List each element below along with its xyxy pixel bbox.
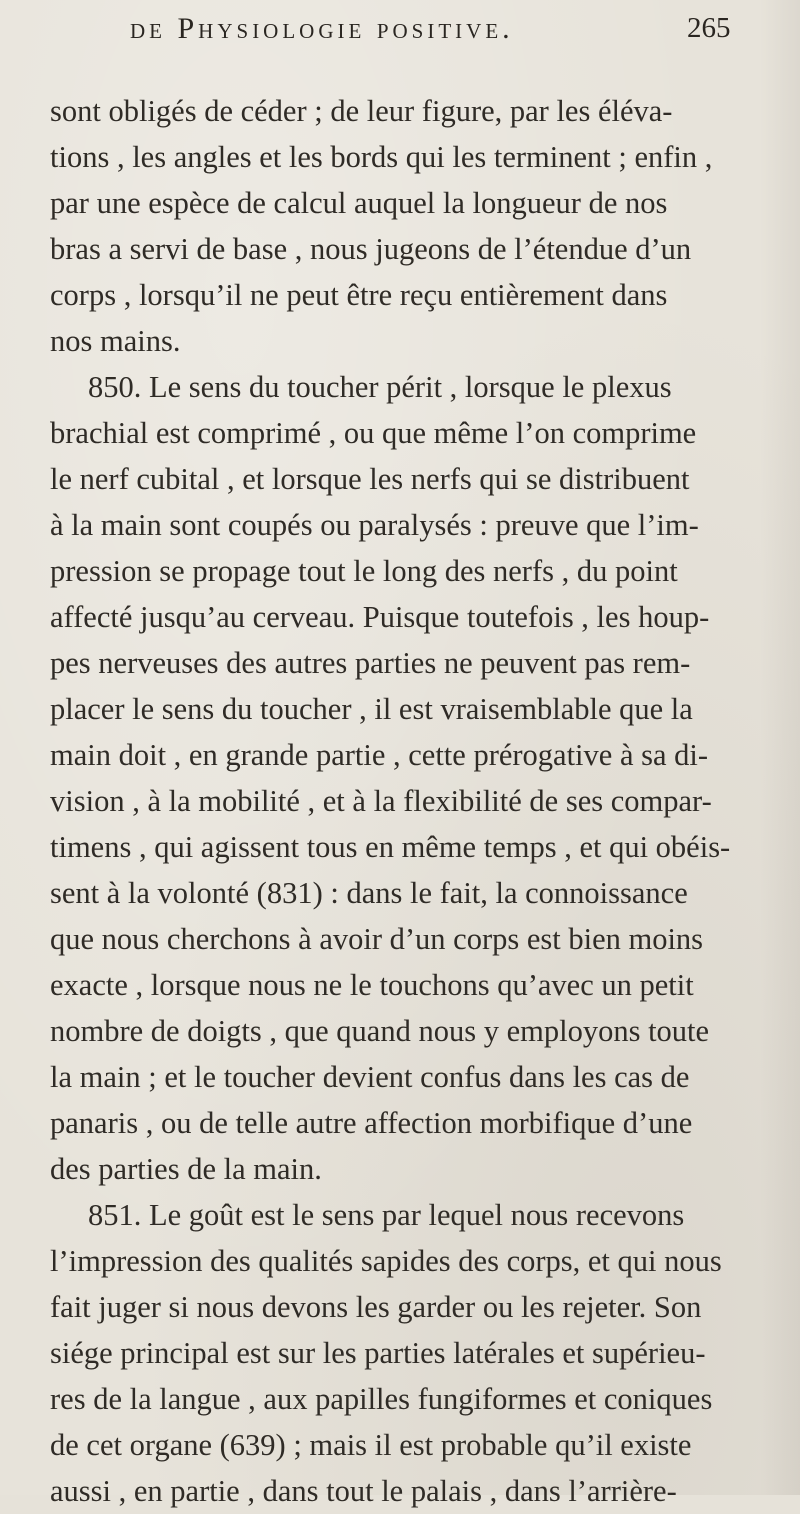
page-number: 265 bbox=[687, 12, 731, 44]
text-line: de cet organe (639) ; mais il est probable qu’il existe bbox=[50, 1428, 692, 1462]
text-line: panaris , ou de telle autre affection morbifique d’une bbox=[50, 1106, 693, 1140]
text-line: bras a servi de base , nous jugeons de l’étendue d’un bbox=[50, 232, 692, 266]
text-line: placer le sens du toucher , il est vraisemblable que la bbox=[50, 692, 693, 726]
text-line: corps , lorsqu’il ne peut être reçu entièrement dans bbox=[50, 278, 668, 312]
text-line: main doit , en grande partie , cette prérogative à sa di- bbox=[50, 738, 709, 772]
running-head-title: de Physiologie positive. bbox=[130, 12, 514, 45]
text-line: l’impression des qualités sapides des corps, et qui nous bbox=[50, 1244, 722, 1278]
text-line: que nous cherchons à avoir d’un corps est bien moins bbox=[50, 922, 704, 956]
text-line: res de la langue , aux papilles fungiformes et coniques bbox=[50, 1382, 713, 1416]
text-line: sent à la volonté (831) : dans le fait, la connoissance bbox=[50, 876, 688, 910]
text-line: aussi , en partie , dans tout le palais , dans l’arrière- bbox=[50, 1474, 677, 1508]
paragraph-850-start: 850. Le sens du toucher périt , lorsque le plexus bbox=[88, 370, 672, 404]
text-line: tions , les angles et les bords qui les terminent ; enfin , bbox=[50, 140, 713, 174]
text-line: sont obligés de céder ; de leur figure, par les éléva- bbox=[50, 94, 673, 128]
text-line: à la main sont coupés ou paralysés : preuve que l’im- bbox=[50, 508, 699, 542]
text-line: timens , qui agissent tous en même temps , et qui obéis- bbox=[50, 830, 731, 864]
text-line: la main ; et le toucher devient confus dans les cas de bbox=[50, 1060, 690, 1094]
text-line: brachial est comprimé , ou que même l’on comprime bbox=[50, 416, 697, 450]
text-line: le nerf cubital , et lorsque les nerfs qui se distribuent bbox=[50, 462, 690, 496]
text-line: nos mains. bbox=[50, 324, 181, 358]
text-line: affecté jusqu’au cerveau. Puisque toutefois , les houp- bbox=[50, 600, 710, 634]
text-line: fait juger si nous devons les garder ou les rejeter. Son bbox=[50, 1290, 702, 1324]
text-line: pes nerveuses des autres parties ne peuvent pas rem- bbox=[50, 646, 691, 680]
page-edge-shadow bbox=[760, 0, 800, 1495]
text-line: par une espèce de calcul auquel la longueur de nos bbox=[50, 186, 668, 220]
text-line: nombre de doigts , que quand nous y employons toute bbox=[50, 1014, 710, 1048]
text-line: siége principal est sur les parties latérales et supérieu- bbox=[50, 1336, 706, 1370]
paragraph-851-start: 851. Le goût est le sens par lequel nous recevons bbox=[88, 1198, 685, 1232]
text-line: pression se propage tout le long des nerfs , du point bbox=[50, 554, 678, 588]
running-head bbox=[0, 12, 800, 52]
text-line: vision , à la mobilité , et à la flexibilité de ses compar- bbox=[50, 784, 712, 818]
text-line: exacte , lorsque nous ne le touchons qu’avec un petit bbox=[50, 968, 694, 1002]
text-line: des parties de la main. bbox=[50, 1152, 322, 1186]
